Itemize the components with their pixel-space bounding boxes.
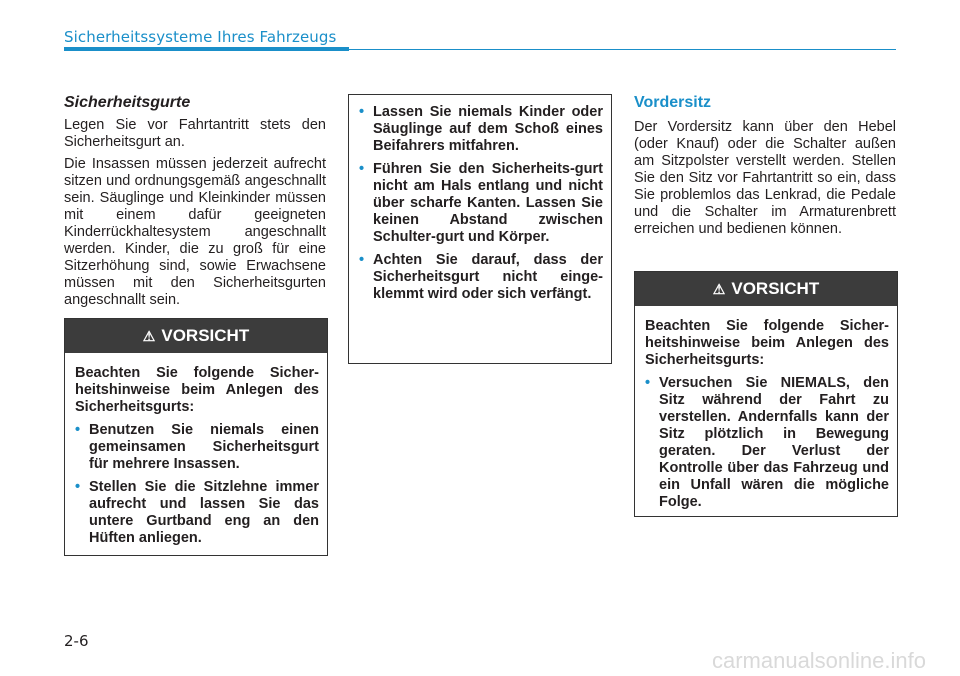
- list-item-text: Versuchen Sie NIEMALS, den Sitz während der Fahrt zu verstellen. Andernfalls kann der Sitz plötzlich in Bewegung geraten. Der Verlust der Kontrolle über das Fahrzeug und ein Unfall wären die mögliche Folge.: [659, 375, 889, 510]
- list-item: [75, 479, 319, 547]
- left-column: [64, 94, 326, 314]
- list-item: [359, 252, 603, 303]
- paragraph: Legen Sie vor Fahrtantritt stets den Sicherheitsgurt an.: [64, 117, 326, 150]
- list-item: [75, 422, 319, 473]
- caution-title: VORSICHT: [731, 279, 820, 298]
- right-column: [634, 94, 896, 243]
- watermark: carmanualsonline.info: [711, 648, 926, 673]
- list-item-text: Achten Sie darauf, dass der Sicherheitsgurt nicht einge-klemmt wird oder sich verfängt.: [373, 252, 603, 302]
- caution-header: [635, 272, 897, 306]
- bullet-dot-icon: •: [359, 104, 365, 120]
- list-item: [359, 161, 603, 246]
- caution-header: [65, 319, 327, 353]
- caution-intro: Beachten Sie folgende Sicher-heitshinweise beim Anlegen des Sicherheitsgurts:: [75, 365, 319, 415]
- list-item-text: Stellen Sie die Sitzlehne immer aufrecht und lassen Sie das untere Gurtband eng an den Hüften anliegen.: [89, 479, 319, 546]
- caution-box-right: [634, 271, 898, 517]
- list-item-text: Benutzen Sie niemals einen gemeinsamen Sicherheitsgurt für mehrere Insassen.: [89, 422, 319, 472]
- bullet-dot-icon: •: [75, 479, 81, 495]
- bullet-dot-icon: •: [645, 375, 651, 391]
- caution-title: VORSICHT: [161, 326, 250, 345]
- bullet-dot-icon: •: [75, 422, 81, 438]
- list-item: [645, 375, 889, 511]
- bullet-dot-icon: •: [359, 252, 365, 268]
- caution-intro: Beachten Sie folgende Sicher-heitshinweise beim Anlegen des Sicherheitsgurts:: [645, 318, 889, 368]
- section-heading-sicherheitsgurte: Sicherheitsgurte: [64, 94, 191, 111]
- paragraph: Der Vordersitz kann über den Hebel (oder Knauf) oder die Schalter außen am Sitzpolster verstellt werden. Stellen Sie den Sitz vor Fahrtantritt so ein, dass Sie problemlos das Lenkrad, die Pedale und die Schalter im Armaturenbrett erreichen und bedienen können.: [634, 119, 896, 237]
- list-item-text: Lassen Sie niemals Kinder oder Säuglinge auf dem Schoß eines Beifahrers mitfahren.: [373, 104, 603, 154]
- warning-list-box: [348, 94, 612, 364]
- list-item: [359, 104, 603, 155]
- warning-triangle-icon: ⚠: [712, 280, 726, 297]
- section-heading-vordersitz: Vordersitz: [634, 94, 712, 111]
- header-title: Sicherheitssysteme Ihres Fahrzeugs: [64, 28, 337, 46]
- paragraph: Die Insassen müssen jederzeit aufrecht sitzen und ordnungsgemäß angeschnallt sein. Säuglinge und Kleinkinder müssen mit einem dafür geeigneten Kinderrückhaltesystem angeschnallt werden. Kinder, die zu groß für eine Sitzerhöhung sind, sowie Erwachsene müssen mit den Sicherheitsgurten angeschnallt sein.: [64, 156, 326, 308]
- list-item-text: Führen Sie den Sicherheits-gurt nicht am Hals entlang und nicht über scharfe Kanten. Lassen Sie keinen Abstand zwischen Schulter-gurt und Körper.: [373, 161, 603, 245]
- warning-triangle-icon: ⚠: [142, 327, 156, 344]
- caution-box-left: [64, 318, 328, 556]
- page-number: 2-6: [64, 632, 89, 650]
- header-rule-accent: [64, 47, 349, 51]
- bullet-dot-icon: •: [359, 161, 365, 177]
